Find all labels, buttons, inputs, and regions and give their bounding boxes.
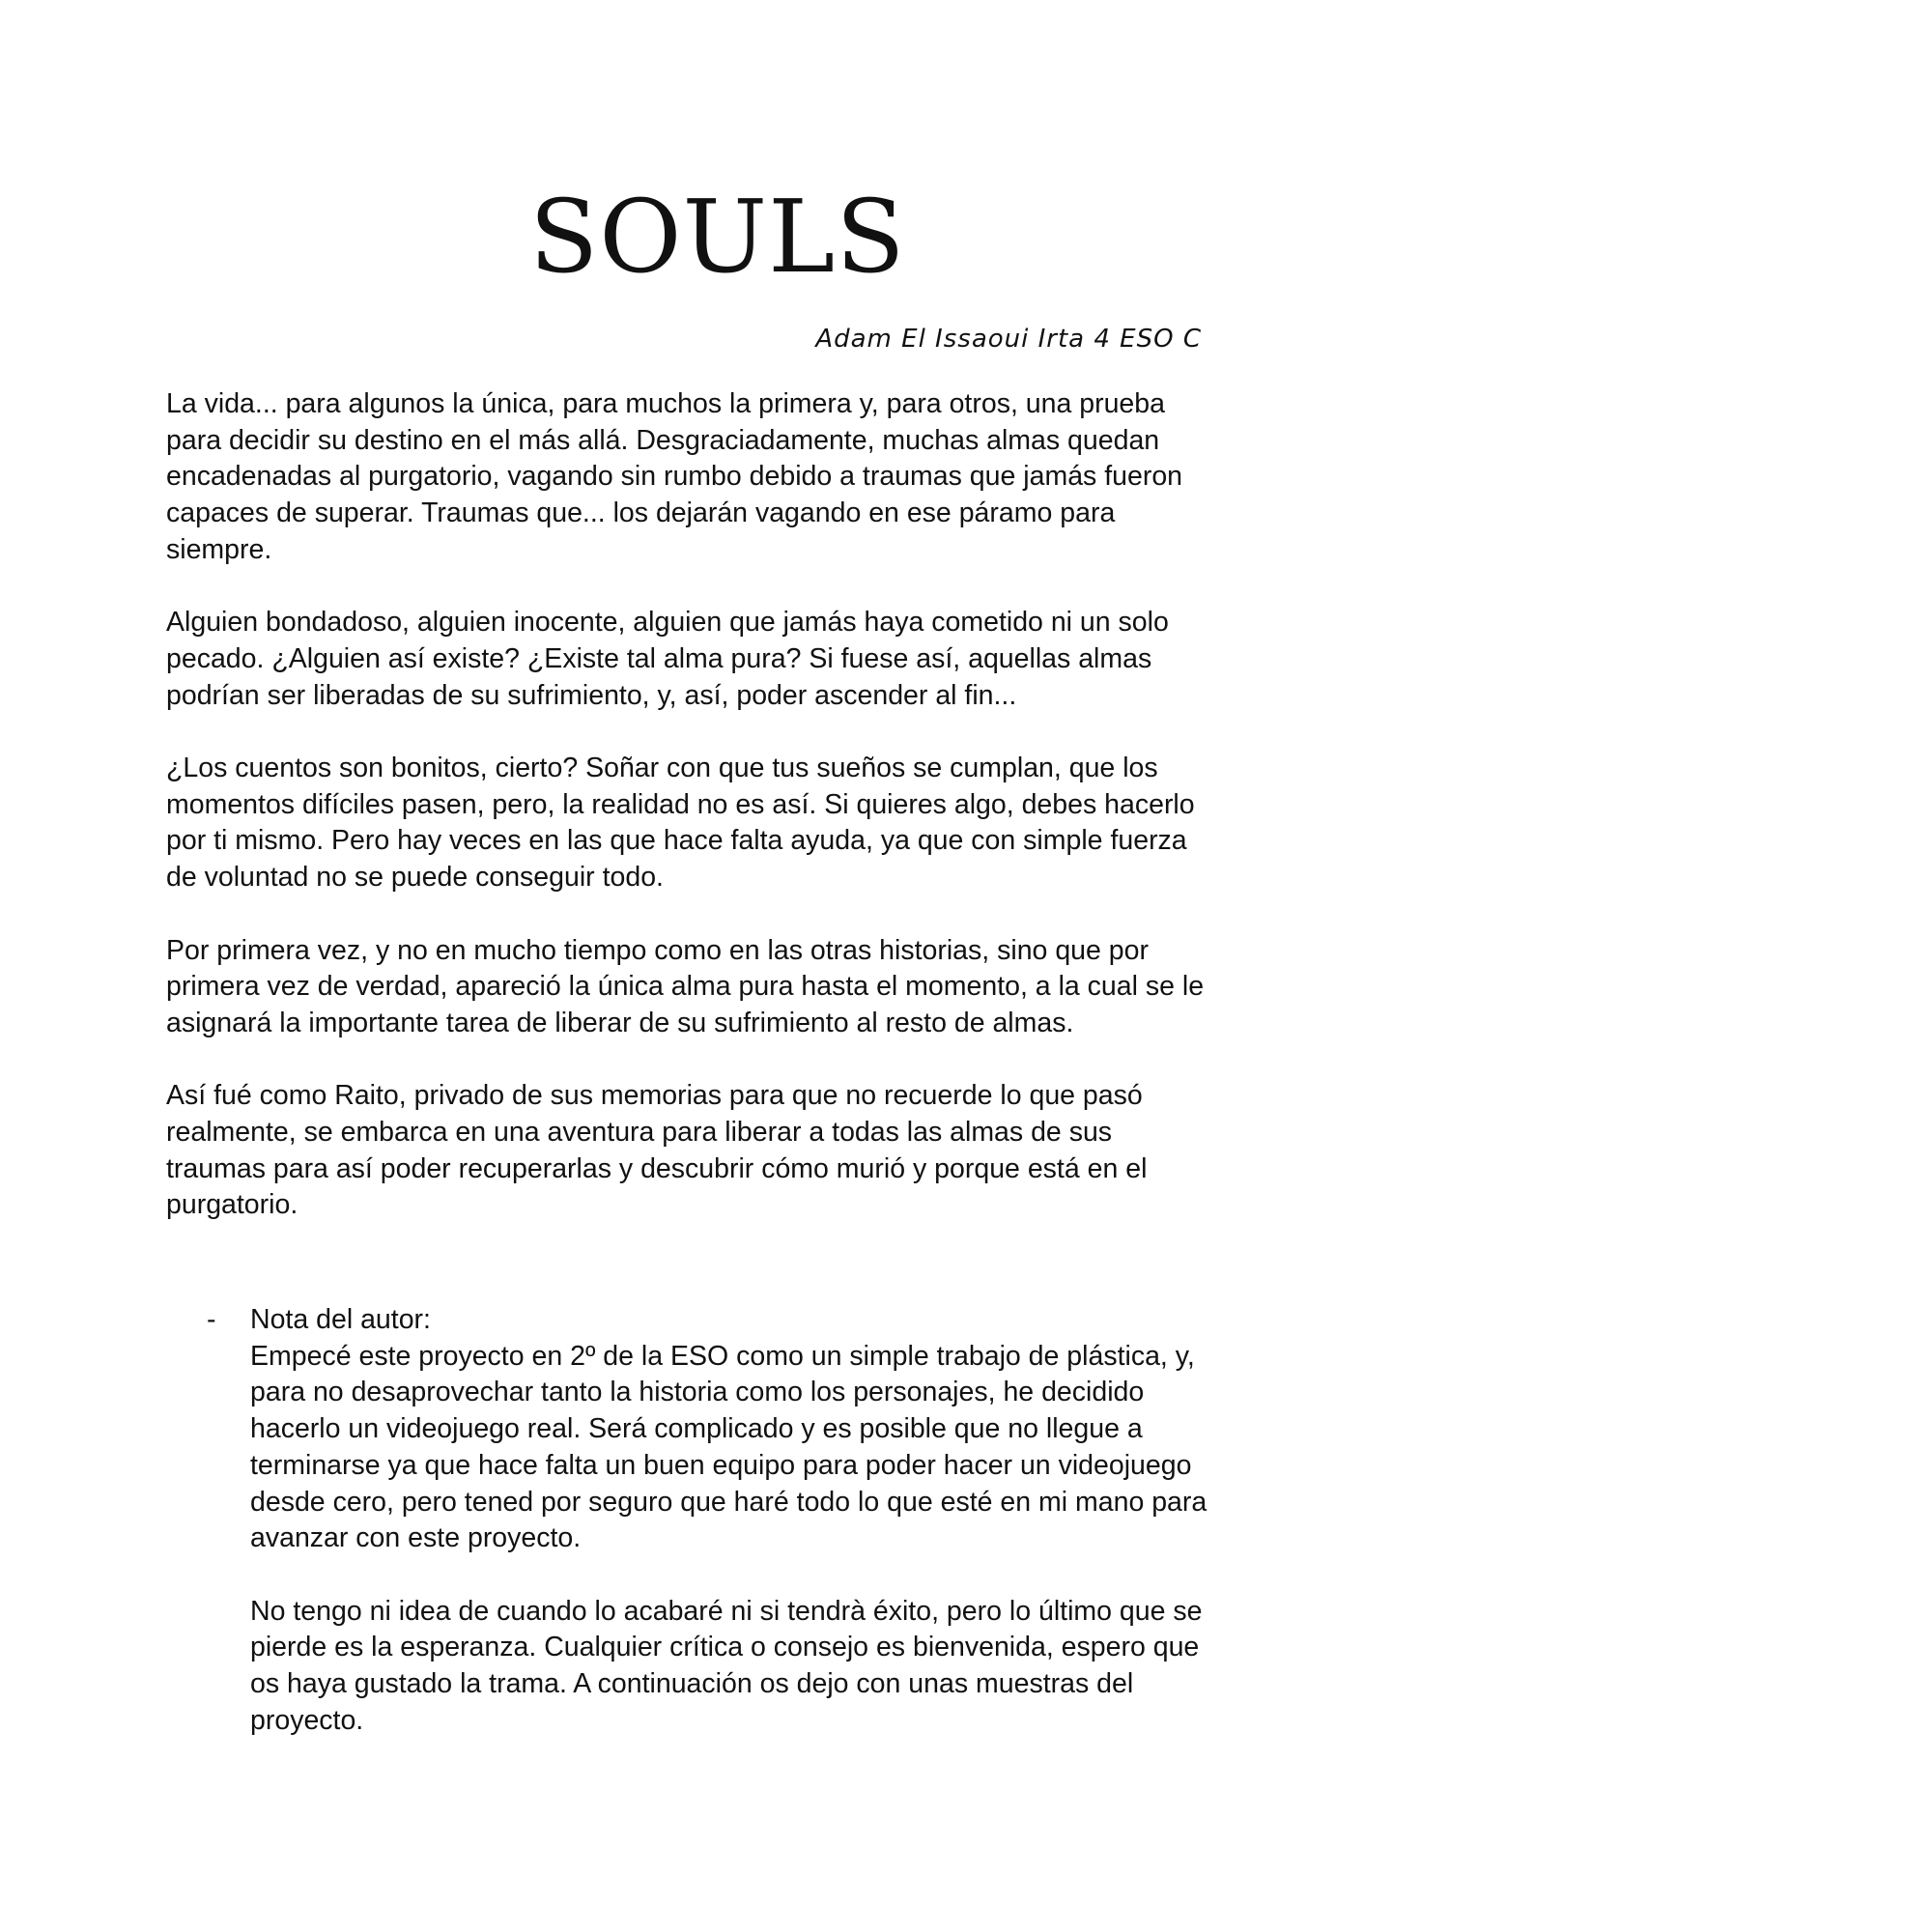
author-note-heading: Nota del autor: xyxy=(250,1304,431,1335)
author-line: Adam El Issaoui Irta 4 ESO C xyxy=(815,325,1202,354)
author-note xyxy=(166,1302,1229,1776)
author-note-paragraph: Empecé este proyecto en 2º de la ESO como un simple trabajo de plástica, y, para no desaprovechar tanto la historia como los personajes, he decidido hacerlo un videojuego real. Será complicado y es posible que no llegue a terminarse ya que hace falta un buen equipo para poder hacer un videojuego desde cero, pero tened por seguro que haré todo lo que esté en mi mano para avanzar con este proyecto. xyxy=(250,1340,1208,1554)
author-note-content xyxy=(250,1302,1229,1739)
note-bullet-dash: - xyxy=(207,1304,216,1335)
author-note-paragraph: No tengo ni idea de cuando lo acabaré ni si tendrà éxito, pero lo último que se pierde es la esperanza. Cualquier crítica o consejo es bienvenida, espero que os haya gustado la trama. A continuación os dejo con unas muestras del proyecto. xyxy=(250,1595,1203,1736)
story-body xyxy=(166,386,1209,1261)
story-paragraph: ¿Los cuentos son bonitos, cierto? Soñar con que tus sueños se cumplan, que los momentos difíciles pasen, pero, la realidad no es así. Si quieres algo, debes hacerlo por ti mismo. Pero hay veces en las que hace falta ayuda, ya que con simple fuerza de voluntad no se puede conseguir todo. xyxy=(166,753,1195,894)
story-paragraph: Así fué como Raito, privado de sus memorias para que no recuerde lo que pasó realmente, se embarca en una aventura para liberar a todas las almas de sus traumas para así poder recuperarlas y descubrir cómo murió y porque está en el purgatorio. xyxy=(166,1080,1148,1221)
document-title: SOULS xyxy=(529,178,906,296)
story-paragraph: Alguien bondadoso, alguien inocente, alguien que jamás haya cometido ni un solo pecado. ¿Alguien así existe? ¿Existe tal alma pura? Si fuese así, aquellas almas podrían ser liberadas de su sufrimiento, y, así, poder ascender al fin... xyxy=(166,607,1169,711)
story-paragraph: Por primera vez, y no en mucho tiempo como en las otras historias, sino que por primera vez de verdad, apareció la única alma pura hasta el momento, a la cual se le asignará la importante tarea de liberar de su sufrimiento al resto de almas. xyxy=(166,934,1205,1038)
story-paragraph: La vida... para algunos la única, para muchos la primera y, para otros, una prueba para decidir su destino en el más allá. Desgraciadamente, muchas almas quedan encadenadas al purgatorio, vagando sin rumbo debido a traumas que jamás fueron capaces de superar. Traumas que... los dejarán vagando en ese páramo para siempre. xyxy=(166,388,1183,565)
